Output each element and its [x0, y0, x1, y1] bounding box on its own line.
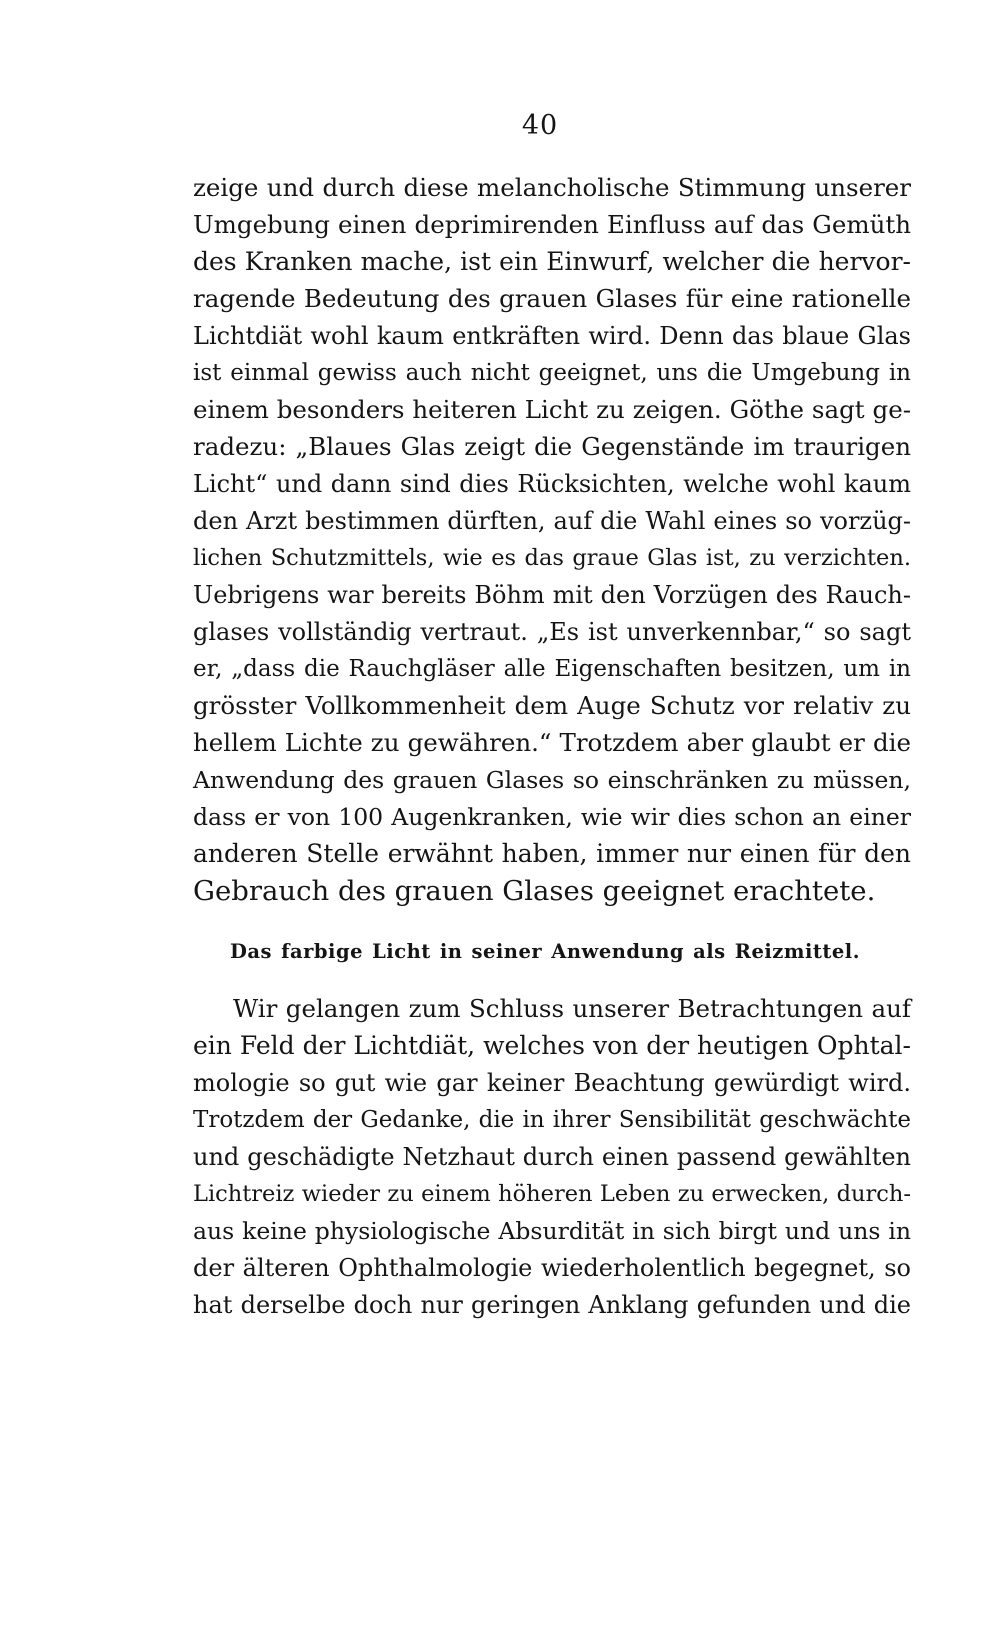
- text-line: hellem Lichte zu gewähren.“ Trotzdem aber glaubt er die: [193, 728, 911, 757]
- text-line: Licht“ und dann sind dies Rücksichten, welche wohl kaum: [193, 470, 911, 498]
- text-line: er, „dass die Rauchgläser alle Eigenschaften besitzen, um in: [193, 656, 911, 682]
- text-line: des Kranken mache, ist ein Einwurf, welcher die hervor-: [193, 247, 911, 276]
- text-line: Uebrigens war bereits Böhm mit den Vorzügen des Rauch-: [193, 581, 911, 609]
- text-line: mologie so gut wie gar keiner Beachtung gewürdigt wird.: [193, 1069, 911, 1097]
- text-line: der älteren Ophthalmologie wiederholentlich begegnet, so: [193, 1254, 911, 1282]
- text-line: grösster Vollkommenheit dem Auge Schutz vor relativ zu: [193, 691, 911, 720]
- text-line: radezu: „Blaues Glas zeigt die Gegenstände im traurigen: [193, 432, 911, 461]
- page-number: 40: [521, 110, 559, 141]
- text-line: den Arzt bestimmen dürften, auf die Wahl eines so vorzüg-: [193, 507, 911, 535]
- text-line: Wir gelangen zum Schluss unserer Betrachtungen auf: [233, 994, 911, 1023]
- text-line: Lichtdiät wohl kaum entkräften wird. Denn das blaue Glas: [193, 322, 911, 350]
- text-line: aus keine physiologische Absurdität in sich birgt und uns in: [193, 1217, 911, 1245]
- text-line: und geschädigte Netzhaut durch einen passend gewählten: [193, 1143, 911, 1171]
- text-line: glases vollständig vertraut. „Es ist unverkennbar,“ so sagt: [193, 618, 911, 646]
- text-line: zeige und durch diese melancholische Stimmung unserer: [193, 173, 911, 202]
- text-line: Gebrauch des grauen Glases geeignet erachtete.: [193, 875, 876, 907]
- text-line: ragende Bedeutung des grauen Glases für eine rationelle: [193, 284, 911, 313]
- text-line: ein Feld der Lichtdiät, welches von der heutigen Ophtal-: [193, 1031, 911, 1060]
- text-line: Anwendung des grauen Glases so einschränken zu müssen,: [193, 766, 911, 794]
- text-line: lichen Schutzmittels, wie es das graue Glas ist, zu verzichten.: [193, 545, 911, 571]
- text-line: anderen Stelle erwähnt haben, immer nur einen für den: [193, 839, 911, 868]
- text-line: Umgebung einen deprimirenden Einfluss auf das Gemüth: [193, 210, 911, 239]
- text-line: ist einmal gewiss auch nicht geeignet, uns die Umgebung in: [193, 360, 911, 386]
- text-line: hat derselbe doch nur geringen Anklang gefunden und die: [193, 1291, 911, 1319]
- text-line: Trotzdem der Gedanke, die in ihrer Sensibilität geschwächte: [193, 1107, 911, 1133]
- text-line: dass er von 100 Augenkranken, wie wir dies schon an einer: [193, 803, 911, 831]
- text-line: einem besonders heiteren Licht zu zeigen. Göthe sagt ge-: [193, 395, 911, 424]
- text-line: Lichtreiz wieder zu einem höheren Leben zu erwecken, durch-: [193, 1181, 911, 1207]
- section-heading: Das farbige Licht in seiner Anwendung als Reizmittel.: [230, 940, 860, 963]
